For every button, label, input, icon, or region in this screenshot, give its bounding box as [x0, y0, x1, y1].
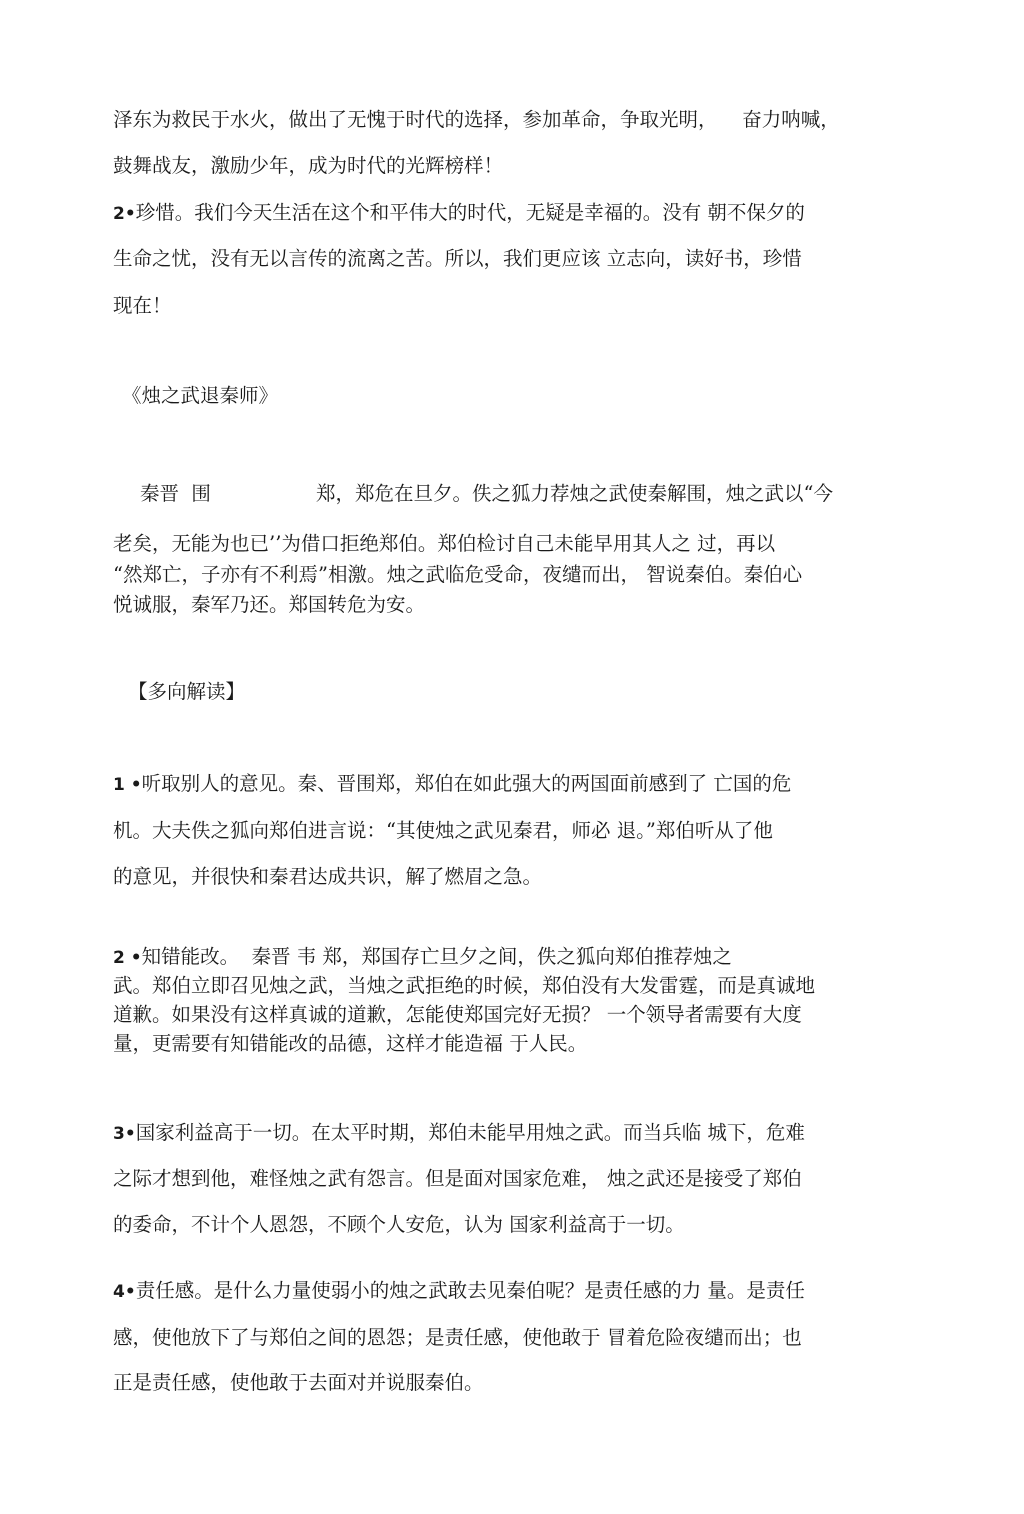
reading-line: 道歉。如果没有这样真诚的道歉，怎能使郑国完好无损？ 一个领导者需要有大度 — [113, 1003, 802, 1026]
reading-line — [113, 1120, 805, 1147]
reading-line: 量，更需要有知错能改的品德，这样才能造福 于人民。 — [113, 1032, 588, 1055]
section-heading: 【多向解读】 — [128, 680, 246, 703]
reading-line — [113, 1278, 805, 1305]
reading-text: 责任感。是什么力量使弱小的烛之武敢去见秦伯呢？是责任感的力 量。是责任 — [135, 1279, 805, 1302]
intro-line: 泽东为救民于水火，做出了无愧于时代的选择，参加革命，争取光明， 奋力呐喊， — [113, 108, 840, 131]
reading-line: 正是责任感，使他敢于去面对并说服秦伯。 — [113, 1371, 484, 1394]
reading-line: 的委命，不计个人恩怨，不顾个人安危，认为 国家利益高于一切。 — [113, 1213, 685, 1236]
reading-text: 知错能改。 秦晋 韦 郑，郑国存亡旦夕之间，佚之狐向郑伯推荐烛之 — [141, 945, 732, 968]
point-2-cherish-line: 生命之忧，没有无以言传的流离之苦。所以，我们更应该 立志向，读好书，珍惜 — [113, 247, 802, 270]
reading-line: 武。郑伯立即召见烛之武，当烛之武拒绝的时候，郑伯没有大发雷霆，而是真诚地 — [113, 974, 816, 997]
reading-text: 国家利益高于一切。在太平时期，郑伯未能早用烛之武。而当兵临 城下，危难 — [135, 1121, 805, 1144]
summary-line: “然郑亡，子亦有不利焉”相激。烛之武临危受命，夜缱而出， 智说秦伯。秦伯心 — [113, 563, 803, 586]
summary-line: 悦诚服，秦军乃还。郑国转危为安。 — [113, 593, 426, 616]
reading-number: 4• — [113, 1282, 136, 1302]
reading-line: 感，使他放下了与郑伯之间的恩怨；是责任感，使他敢于 冒着危险夜缱而出；也 — [113, 1326, 802, 1349]
point-2-cherish-line — [113, 200, 805, 227]
reading-line — [113, 944, 732, 971]
reading-line — [113, 771, 791, 798]
point-2-cherish-line: 现在！ — [113, 294, 172, 317]
intro-line: 鼓舞战友，激励少年，成为时代的光辉榜样！ — [113, 154, 504, 177]
reading-number: 3• — [113, 1124, 136, 1144]
reading-number: 2 • — [113, 948, 142, 968]
reading-text: 听取别人的意见。秦、晋围郑，郑伯在如此强大的两国面前感到了 亡国的危 — [141, 772, 792, 795]
reading-number: 1 • — [113, 775, 142, 795]
reading-line: 机。大夫佚之狐向郑伯进言说：“其使烛之武见秦君，师必 退。”郑伯听从了他 — [113, 819, 773, 842]
summary-line-start: 秦晋 围 — [140, 482, 211, 505]
summary-line: 老矣，无能为也已’’为借口拒绝郑伯。郑伯检讨自己未能早用其人之 过，再以 — [113, 532, 776, 555]
point-number: 2• — [113, 204, 136, 224]
reading-line: 的意见，并很快和秦君达成共识，解了燃眉之急。 — [113, 865, 543, 888]
essay-title: 《烛之武退秦师》 — [122, 384, 279, 407]
reading-line: 之际才想到他，难怪烛之武有怨言。但是面对国家危难， 烛之武还是接受了郑伯 — [113, 1167, 802, 1190]
point-text: 珍惜。我们今天生活在这个和平伟大的时代，无疑是幸福的。没有 朝不保夕的 — [135, 201, 805, 224]
summary-line: 郑，郑危在旦夕。佚之狐力荐烛之武使秦解围，烛之武以“今 — [316, 482, 833, 505]
